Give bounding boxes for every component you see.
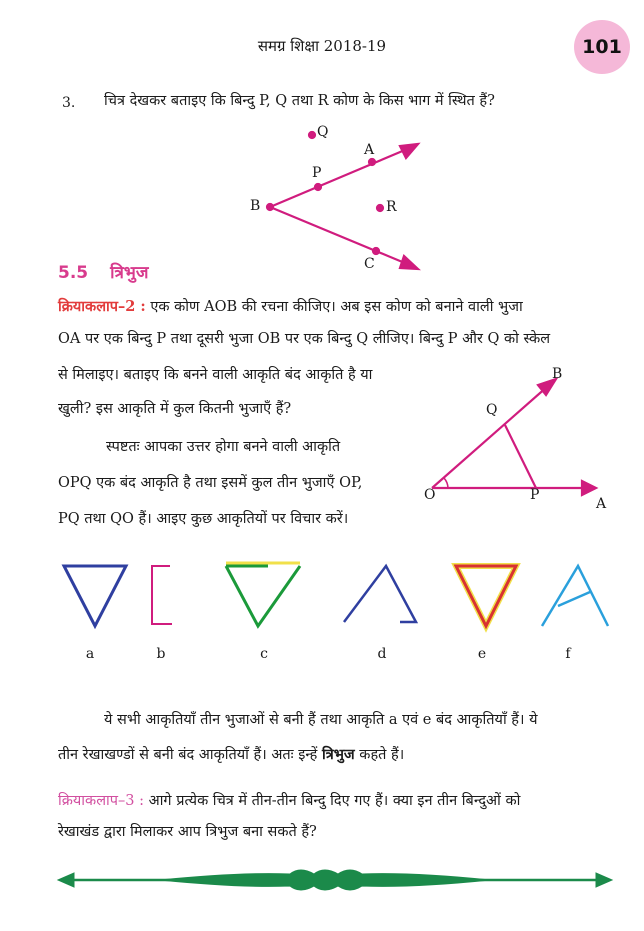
shape-label-a: a [85, 646, 95, 662]
activity2-line7: PQ तथा QO हैं। आइए कुछ आकृतियों पर विचार करें। [58, 511, 349, 527]
section-number: 5.5 [58, 263, 89, 283]
conclusion-line2: तीन रेखाखण्डों से बनी बंद आकृतियाँ हैं। अतः इन्हें त्रिभुज कहते हैं। [58, 746, 405, 763]
shape-label-f: f [565, 646, 571, 662]
shape-label-e: e [477, 646, 487, 662]
running-header: समग्र शिक्षा 2018-19 [257, 37, 387, 55]
term-triangle: त्रिभुज [321, 746, 355, 763]
activity2-line6: OPQ एक बंद आकृति है तथा इसमें कुल तीन भुजाएँ OP, [58, 475, 363, 491]
label-p: P [312, 165, 322, 181]
tri-label-p: P [530, 487, 540, 503]
tri-label-a: A [596, 496, 607, 512]
activity2-line3: से मिलाइए। बताइए कि बनने वाली आकृति बंद आकृति है या [58, 367, 373, 383]
shape-label-c: c [260, 646, 268, 662]
activity2-line1: क्रियाकलाप–2 : एक कोण AOB की रचना कीजिए। अब इस कोण को बनाने वाली भुजा [58, 298, 523, 315]
question-number: 3. [62, 95, 76, 111]
activity3-line2: रेखाखंड द्वारा मिलाकर आप त्रिभुज बना सकते हैं? [58, 824, 317, 840]
label-b: B [250, 198, 261, 214]
label-c: C [364, 256, 375, 272]
activity2-line5: स्पष्टतः आपका उत्तर होगा बनने वाली आकृति [106, 439, 341, 455]
section-title: त्रिभुज [110, 263, 149, 283]
shape-label-d: d [377, 646, 387, 662]
question-text: चित्र देखकर बताइए कि बिन्दु P, Q तथा R कोण के किस भाग में स्थित हैं? [104, 93, 495, 109]
conclusion-line1: ये सभी आकृतियाँ तीन भुजाओं से बनी हैं तथा आकृति a एवं e बंद आकृतियाँ हैं। ये [104, 712, 538, 728]
activity2-line2: OA पर एक बिन्दु P तथा दूसरी भुजा OB पर एक बिन्दु Q लीजिए। बिन्दु P और Q को स्केल [58, 331, 551, 347]
tri-label-q: Q [486, 402, 498, 418]
label-q: Q [317, 124, 329, 140]
label-a: A [364, 142, 375, 158]
label-r: R [386, 199, 397, 215]
activity3-label: क्रियाकलाप–3 : [58, 793, 144, 809]
shape-label-b: b [156, 646, 166, 662]
activity2-label: क्रियाकलाप–2 : [58, 298, 146, 315]
page-number-badge: 101 [574, 20, 630, 74]
tri-label-o: O [424, 487, 436, 503]
activity2-line4: खुली? इस आकृति में कुल कितनी भुजाएँ हैं? [58, 401, 292, 417]
tri-label-b: B [552, 366, 563, 382]
activity3-line1: क्रियाकलाप–3 : आगे प्रत्येक चित्र में तीन-तीन बिन्दु दिए गए हैं। क्या इन तीन बिन्दुओं को [58, 793, 521, 809]
